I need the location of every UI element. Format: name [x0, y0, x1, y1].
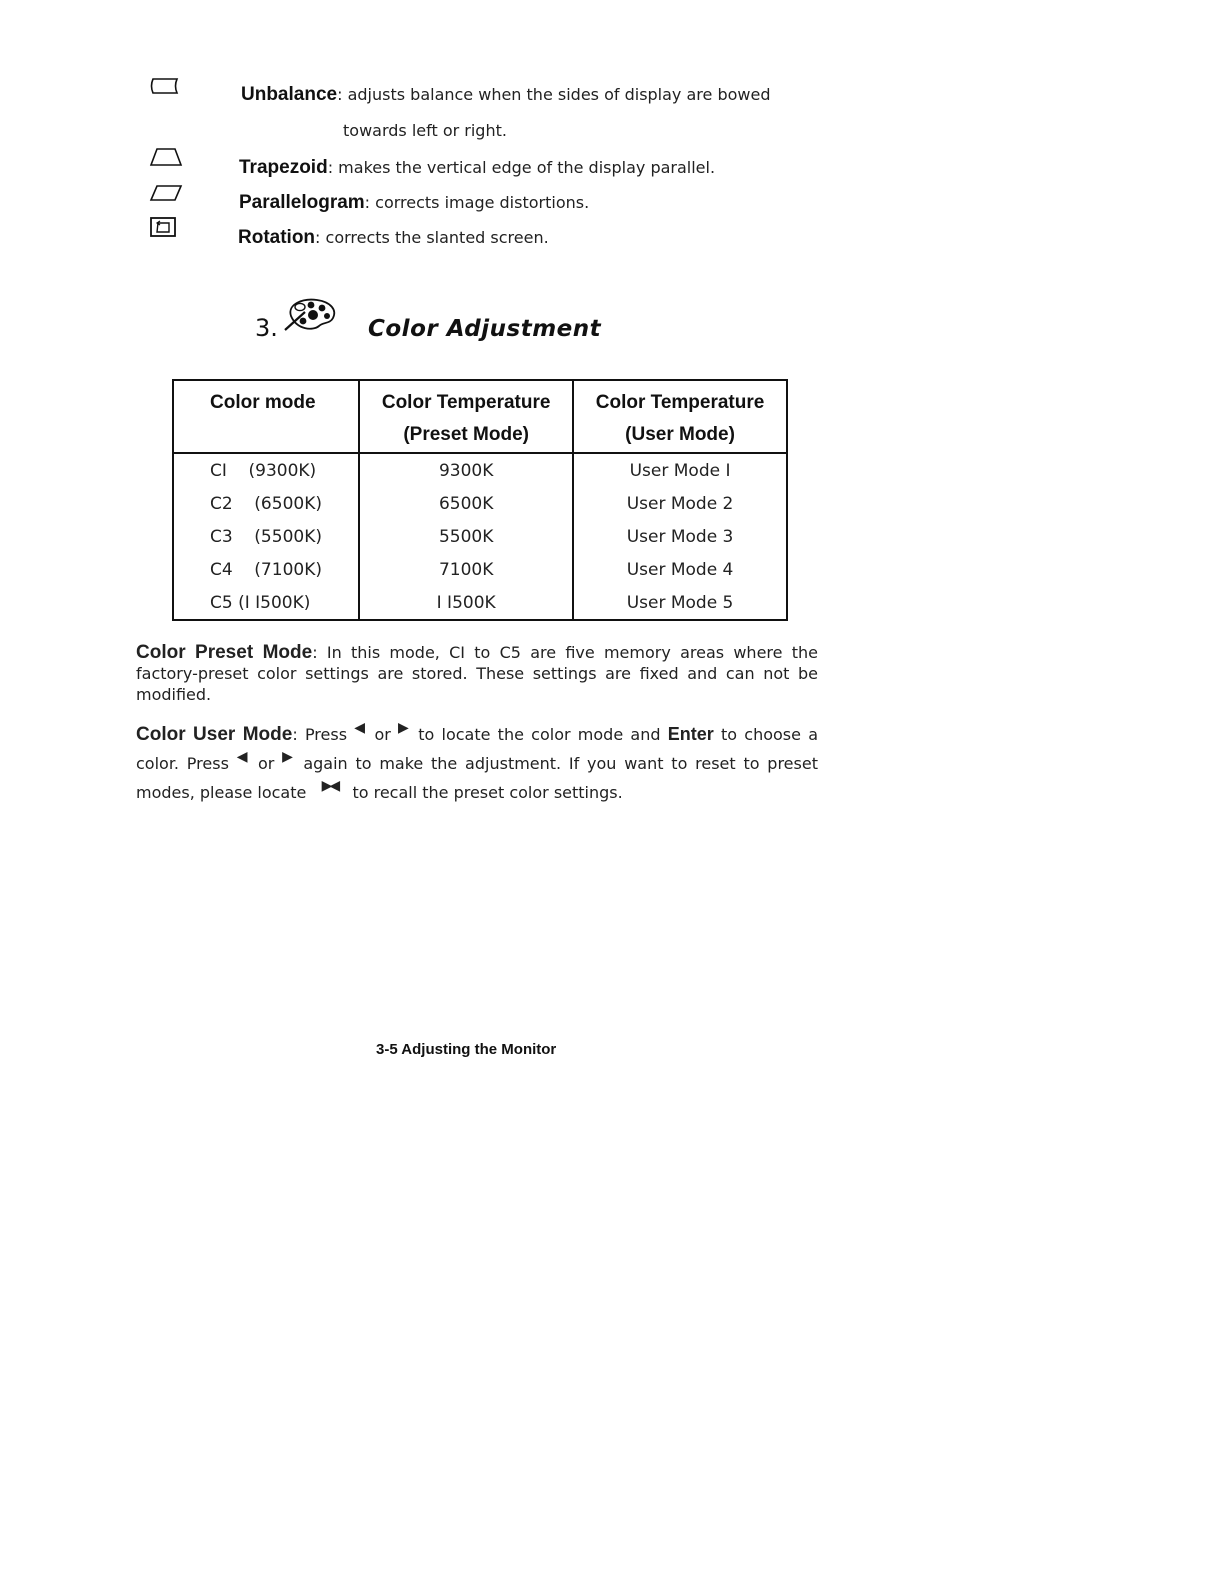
- header-color-mode: [173, 380, 359, 453]
- right-arrow-icon: ▶: [398, 720, 411, 736]
- user-mode-line3: [136, 779, 818, 808]
- header-preset-temperature: [359, 380, 573, 453]
- trapezoid-desc: makes the vertical edge of the display parallel.: [338, 158, 716, 177]
- cell-color-mode: CI (9300K): [173, 453, 359, 487]
- preset-mode-text1: In this mode, CI to C5 are five memory areas where the: [326, 643, 818, 662]
- header-preset-line2: (Preset Mode): [403, 424, 529, 445]
- trapezoid-item: [239, 157, 715, 179]
- cell-user-mode: User Mode 4: [573, 553, 787, 586]
- cell-user-mode: User Mode 2: [573, 487, 787, 520]
- user-mode-press2: color. Press: [136, 754, 229, 773]
- cell-user-mode: User Mode 5: [573, 586, 787, 620]
- unbalance-term: Unbalance: [241, 84, 338, 105]
- cell-color-mode: C4 (7100K): [173, 553, 359, 586]
- cell-preset: 5500K: [359, 520, 573, 553]
- rotation-item: [238, 227, 549, 249]
- header-preset-line1: Color Temperature: [381, 392, 551, 413]
- unbalance-sep: :: [337, 85, 348, 104]
- color-mode-table: [172, 379, 788, 621]
- unbalance-item: [241, 84, 770, 106]
- user-mode-locate: to locate the color mode and: [418, 725, 661, 744]
- preset-mode-line2: factory-preset color settings are stored. These settings are fixed and can not be: [136, 664, 818, 683]
- parallelogram-term: Parallelogram: [239, 192, 365, 213]
- left-arrow-icon: ◀: [354, 720, 368, 736]
- cell-preset: I I500K: [359, 586, 573, 620]
- preset-mode-term: Color Preset Mode: [136, 642, 313, 663]
- user-mode-line1: [136, 720, 818, 750]
- palette-icon: [283, 294, 339, 332]
- table-row: [173, 487, 787, 520]
- cell-user-mode: User Mode I: [573, 453, 787, 487]
- trapezoid-term: Trapezoid: [239, 157, 328, 178]
- unbalance-desc: adjusts balance when the sides of display are bowed: [347, 85, 771, 104]
- parallelogram-sep: :: [364, 193, 376, 212]
- preset-mode-line3: modified.: [136, 685, 212, 704]
- reset-icon: ▶◀: [321, 778, 338, 794]
- user-mode-or: or: [374, 725, 391, 744]
- table-row: [173, 520, 787, 553]
- user-mode-term: Color User Mode: [136, 724, 293, 745]
- parallelogram-item: [239, 192, 589, 214]
- rotation-sep: :: [315, 228, 326, 247]
- trapezoid-icon: [149, 146, 183, 168]
- user-mode-paragraph: [136, 720, 818, 808]
- table-header-row: [173, 380, 787, 453]
- table-row: [173, 586, 787, 620]
- cell-color-mode: C5 (I I500K): [173, 586, 359, 620]
- table-row: [173, 553, 787, 586]
- preset-mode-line1: [136, 642, 818, 663]
- user-mode-sep: :: [292, 725, 305, 744]
- cell-preset: 6500K: [359, 487, 573, 520]
- unbalance-desc-cont: towards left or right.: [343, 121, 507, 140]
- user-mode-press: Press: [304, 725, 348, 744]
- left-arrow-icon: ◀: [236, 749, 251, 765]
- section-number: 3.: [255, 314, 278, 342]
- rotation-icon: [149, 216, 177, 238]
- section-title: Color Adjustment: [368, 316, 602, 342]
- parallelogram-desc: corrects image distortions.: [375, 193, 590, 212]
- cell-preset: 9300K: [359, 453, 573, 487]
- cell-color-mode: C2 (6500K): [173, 487, 359, 520]
- table-row: [173, 453, 787, 487]
- preset-mode-paragraph: [136, 642, 818, 705]
- user-mode-choose: to choose a: [720, 725, 819, 744]
- rotation-desc: corrects the slanted screen.: [325, 228, 549, 247]
- preset-mode-sep: :: [312, 643, 327, 662]
- cell-user-mode: User Mode 3: [573, 520, 787, 553]
- header-user-line2: (User Mode): [625, 424, 735, 445]
- header-user-line1: Color Temperature: [595, 392, 765, 413]
- rotation-term: Rotation: [238, 227, 316, 248]
- header-user-temperature: [573, 380, 787, 453]
- user-mode-line2: [136, 750, 818, 779]
- cell-color-mode: C3 (5500K): [173, 520, 359, 553]
- enter-key-label: Enter: [667, 724, 714, 744]
- user-mode-or2: or: [257, 754, 275, 773]
- trapezoid-sep: :: [327, 158, 339, 177]
- page-footer: 3-5 Adjusting the Monitor: [376, 1041, 557, 1058]
- right-arrow-icon: ▶: [282, 749, 296, 765]
- user-mode-again: again to make the adjustment. If you want to reset to preset: [303, 754, 818, 773]
- parallelogram-icon: [149, 183, 183, 203]
- cell-preset: 7100K: [359, 553, 573, 586]
- unbalance-icon: [150, 76, 180, 96]
- user-mode-locate2: modes, please locate: [136, 783, 307, 802]
- user-mode-recall: to recall the preset color settings.: [352, 783, 623, 802]
- header-color-mode-label: Color mode: [210, 392, 316, 413]
